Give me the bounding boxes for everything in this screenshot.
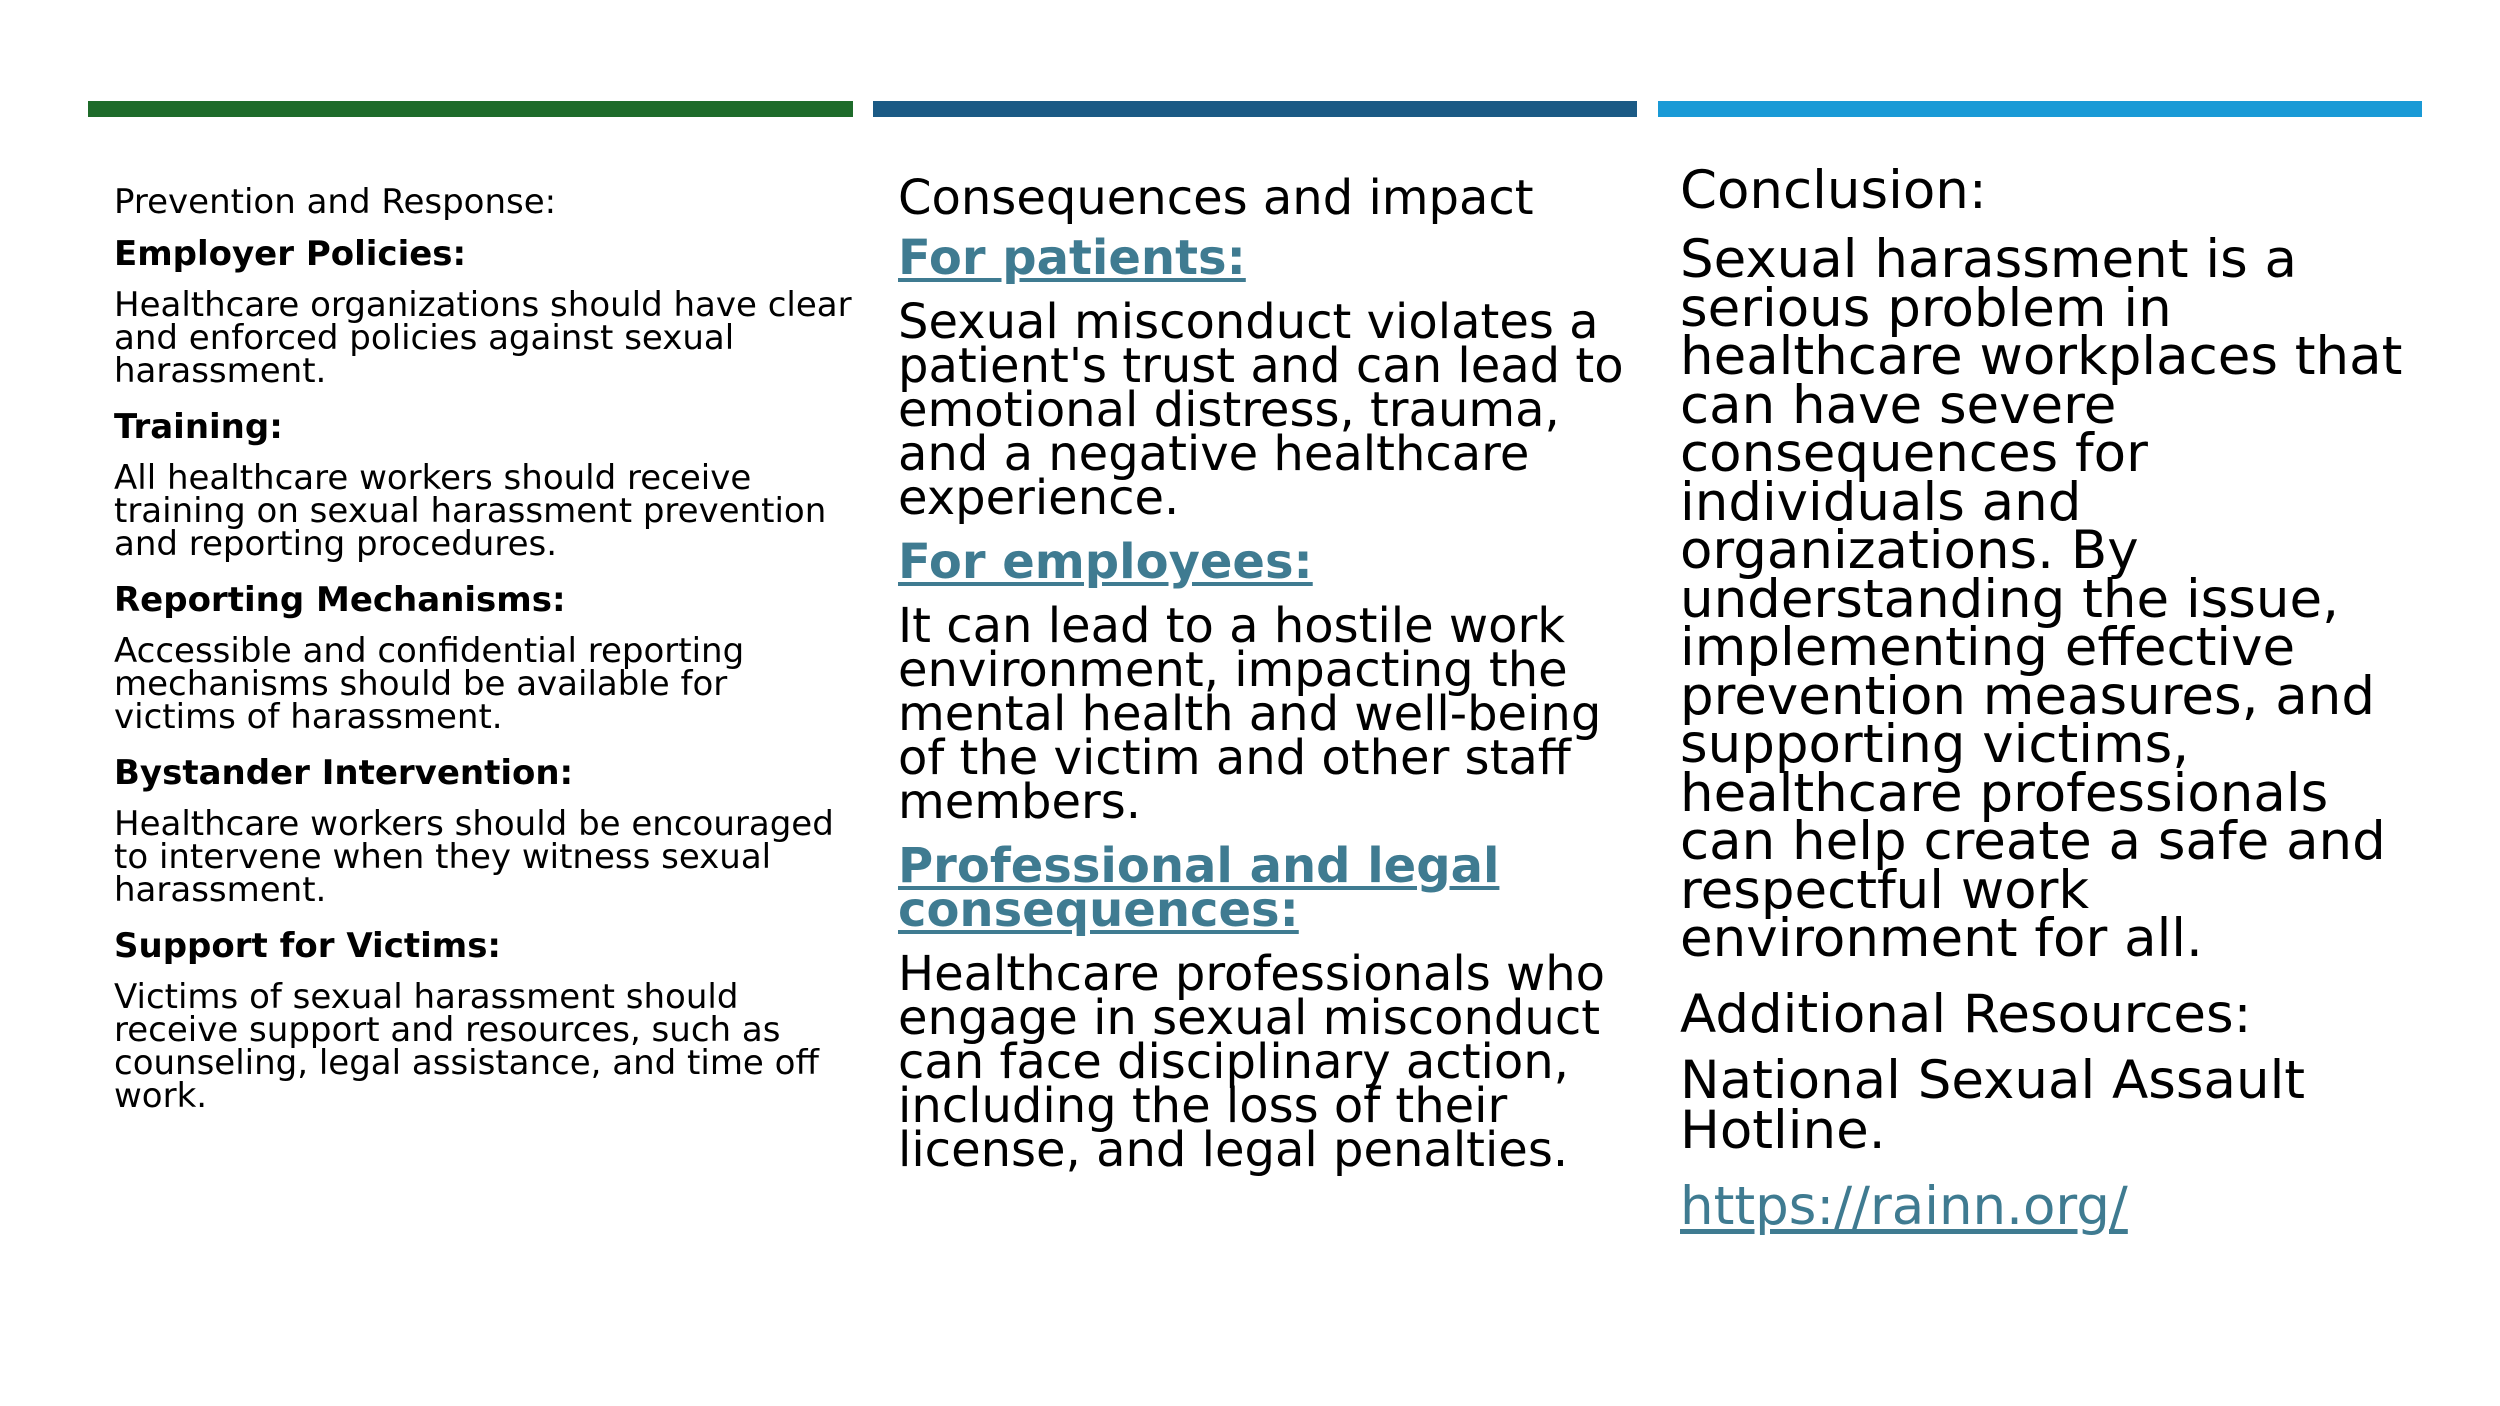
reporting-mechanisms-text: Accessible and confidential reporting mechanisms should be available for victims of harassment. bbox=[114, 631, 745, 737]
reporting-mechanisms-title: Reporting Mechanisms: bbox=[114, 580, 566, 620]
hotline-text: National Sexual Assault Hotline. bbox=[1680, 1049, 2306, 1161]
bystander-intervention-text: Healthcare workers should be encouraged to intervene when they witness sexual harassment. bbox=[114, 804, 834, 910]
professional-legal-consequences-text: Healthcare professionals who engage in sexual misconduct can face disciplinary action, including the loss of their license, and legal penalties. bbox=[898, 946, 1606, 1178]
rainn-link[interactable]: https://rainn.org/ bbox=[1680, 1175, 2128, 1237]
accent-bar-green bbox=[88, 101, 853, 117]
conclusion-heading: Conclusion: bbox=[1680, 160, 1987, 221]
training-title: Training: bbox=[114, 407, 283, 447]
additional-resources-heading: Additional Resources: bbox=[1680, 983, 2252, 1045]
for-employees-link[interactable]: For employees: bbox=[898, 534, 1313, 590]
support-for-victims-text: Victims of sexual harassment should receive support and resources, such as counseling, legal assistance, and time off work. bbox=[114, 977, 819, 1116]
consequences-column bbox=[898, 168, 1638, 1192]
accent-bar-blue bbox=[1658, 101, 2422, 117]
conclusion-text: Sexual harassment is a serious problem in healthcare workplaces that can have severe consequences for individuals and organizations. By understanding the issue, implementing effective prevention measures, and supporting victims, healthcare professionals can help create a safe and respectful work environment for all. bbox=[1680, 229, 2403, 969]
prevention-heading: Prevention and Response: bbox=[114, 182, 557, 222]
employer-policies-text: Healthcare organizations should have clear and enforced policies against sexual harassment. bbox=[114, 285, 852, 391]
employer-policies-title: Employer Policies: bbox=[114, 234, 467, 274]
bystander-intervention-title: Bystander Intervention: bbox=[114, 753, 574, 793]
consequences-heading: Consequences and impact bbox=[898, 170, 1534, 226]
for-patients-link[interactable]: For patients: bbox=[898, 230, 1246, 286]
for-employees-text: It can lead to a hostile work environment, impacting the mental health and well-being of the victim and other staff members. bbox=[898, 598, 1602, 830]
professional-legal-consequences-link[interactable]: Professional and legal consequences: bbox=[898, 838, 1500, 938]
for-patients-text: Sexual misconduct violates a patient's trust and can lead to emotional distress, trauma, and a negative healthcare experience. bbox=[898, 294, 1624, 526]
prevention-column bbox=[114, 181, 854, 1131]
support-for-victims-title: Support for Victims: bbox=[114, 926, 502, 966]
conclusion-column bbox=[1680, 160, 2420, 1238]
accent-bar-navy bbox=[873, 101, 1637, 117]
training-text: All healthcare workers should receive training on sexual harassment prevention and reporting procedures. bbox=[114, 458, 827, 564]
